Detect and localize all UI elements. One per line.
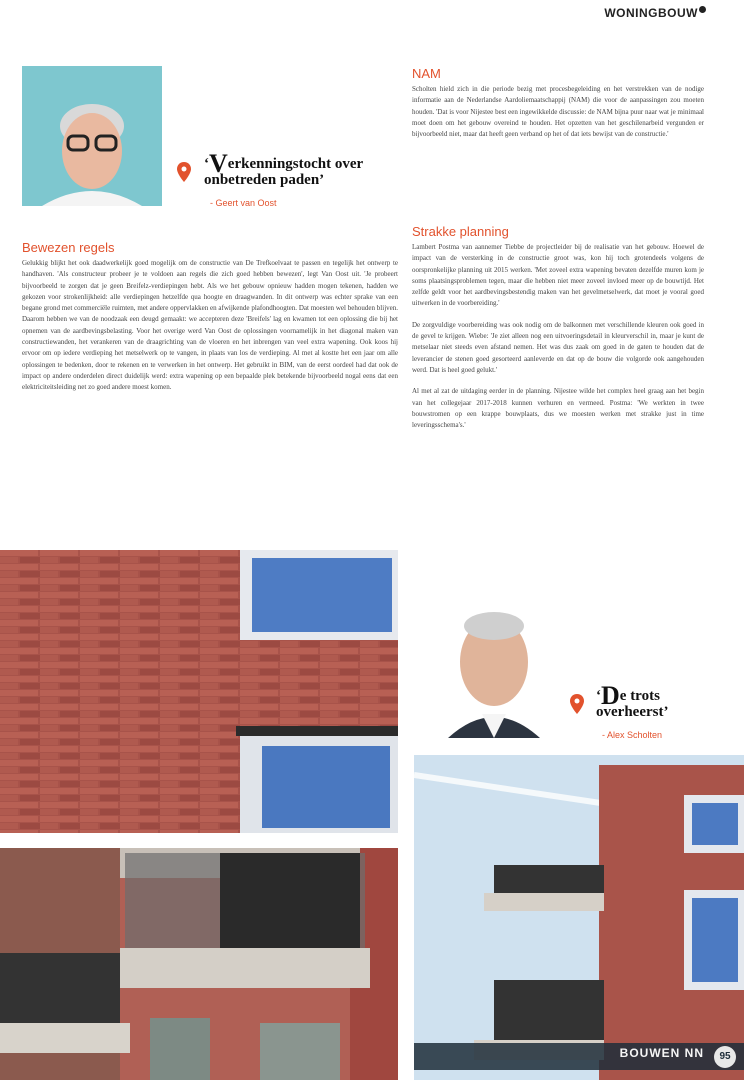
paragraph: De zorgvuldige voorbereiding was ook nodig om de balkonnen met verschillende kleuren ook goed in de gevel te krijgen. Wiebe: 'Je ziet alleen nog een uitvoeringsdetail in kleurverschil in, maar je kunt de metselaar niet steeds even afstand nemen. Het was dus zaak om goed in de gaten te houden dat de leverancier de stenen goed gesorteerd aanleverde en dat op de bouw die volgorde ook aangehouden werd. Dat is heel goed gelukt.' bbox=[412, 320, 704, 374]
right-column-body-2 bbox=[412, 242, 704, 587]
portrait-geert-van-oost bbox=[22, 66, 162, 206]
photo-brick-facade-window bbox=[0, 550, 398, 833]
photo-balconies bbox=[0, 848, 398, 1080]
photo-facade-sky bbox=[414, 755, 744, 1080]
quote-text: erkenningstocht over onbetreden paden bbox=[204, 156, 363, 188]
quote-initial: D bbox=[601, 681, 620, 710]
location-pin-icon bbox=[699, 6, 706, 13]
paragraph: Scholten hield zich in die periode bezig met procesbegeleiding en het verstrekken van de nodige informatie aan de Nederlandse Aardoliemaatschappij (NAM) die voor de aanpassingen zou moeten houden. 'Dat is voor Nijestee best een ingewikkelde discussie: de NAM bijna puur naar wat je minimaal moet doen om het gebouw overeind te houden. Het opzetten van het geschilenarbeid vergunden er bijvoorbeeld niet, maar dat heeft geen verband op het of dat iets bewijst van de constructie.' bbox=[412, 85, 704, 139]
location-pin-icon bbox=[570, 694, 584, 714]
quote-initial: V bbox=[209, 149, 228, 178]
location-pin-icon bbox=[177, 162, 191, 182]
brand-logo bbox=[604, 6, 706, 20]
page-number: 95 bbox=[714, 1046, 736, 1068]
section-heading-bewezen-regels: Bewezen regels bbox=[22, 240, 115, 255]
quote-author: - Alex Scholten bbox=[602, 730, 663, 740]
pull-quote-2: ‘De trots overheerst’ bbox=[596, 681, 669, 720]
quote-text: e trots overheerst bbox=[596, 688, 664, 720]
magazine-name: BOUWEN NN bbox=[619, 1046, 704, 1060]
paragraph: Lambert Postma van aannemer Tiebbe de projectleider bij de realisatie van het gebouw. Hoewel de impact van de versterking in de constructie groot was, kon hij toch grotendeels volgens de oorspronkelijke planning uit 2015 werken. 'Met zoveel extra wapening bevaten dezelfde muren kom je soms plaatsingsproblemen tegen, maar die hebben niet meer zoveel invloed meer op de bouwtijd. Het zelfde geldt voor het aardbevingsbestendig maken van het gevelmetselwerk, dat moet je vooral goed uitwerken in de voorbereiding.' bbox=[412, 243, 704, 308]
section-heading-nam: NAM bbox=[412, 66, 441, 81]
paragraph: Gelukkig blijkt het ook daadwerkelijk goed mogelijk om de constructie van De Trefkoelvaat te passen en tegelijk het ontwerp te handhaven. 'Als constructeur probeer je te voldoen aan regels die zich goed hebben bewezen', legt Van Oost uit. 'Je probeert bijvoorbeeld te zorgen dat je geen Breifelz-verdiepingen hebt. Als we het gebouw opnieuw hadden mogen tekenen, hadden we gekozen voor strokenlijkheid: alle verdiepingen hetzelfde qua hoogte en draagwanden. In dit ontwerp was echter sprake van een begane grond met commerciële ruimten, met andere oppervlakken en afwijkende plafondhoogten. Dat moesten wel behouden blijven. Daarom hebben we van de noodzaak een deugd gemaakt: we accepteren deze 'Breifels' lag en kwamen tot een oplossing die bij het opnemen van de aardbevingsbelasting. Voor het overige werd Van Oost de oplossingen voornamelijk in het diagonal maken van constructiewanden, het verankeren van de draagrichting van de vloeren en het inbrengen van veel extra wapening. Ook koos hij ervoor om op iedere verdieping het metselwerk op te vangen, in plaats van los de verdieping. Al met al kostte het een jaar om alle oplossingen te bedenken, door te rekenen en te verwerken in het ontwerp. Het gebruikt in BIM, van de eerst oordeel had dat ook de impact op andere onderdelen direct duidelijk werd: extra wapening op een bepaalde plek betekende bijvoorbeeld nogal eens dat een elektriciteitsleiding net zo goed andere moest komen. bbox=[22, 259, 398, 392]
paragraph: Al met al zat de uitdaging eerder in de planning. Nijestee wilde het complex heel graag aan het begin van het collegejaar 2017-2018 kunnen verhuren en vermeed. Postma: 'We werkten in twee bouwstromen op een krappe bouwplaats, dus we moesten werken met strakke just in time leveringsschema's.' bbox=[412, 387, 704, 430]
right-column-body-1 bbox=[412, 84, 704, 214]
quote-author: - Geert van Oost bbox=[210, 198, 277, 208]
portrait-alex-scholten bbox=[438, 604, 548, 738]
section-heading-strakke-planning: Strakke planning bbox=[412, 224, 509, 239]
brand-name: WONINGBOUW bbox=[604, 6, 698, 20]
pull-quote-1: ‘Verkenningstocht over onbetreden paden’ bbox=[204, 149, 363, 188]
left-column-body bbox=[22, 258, 398, 543]
